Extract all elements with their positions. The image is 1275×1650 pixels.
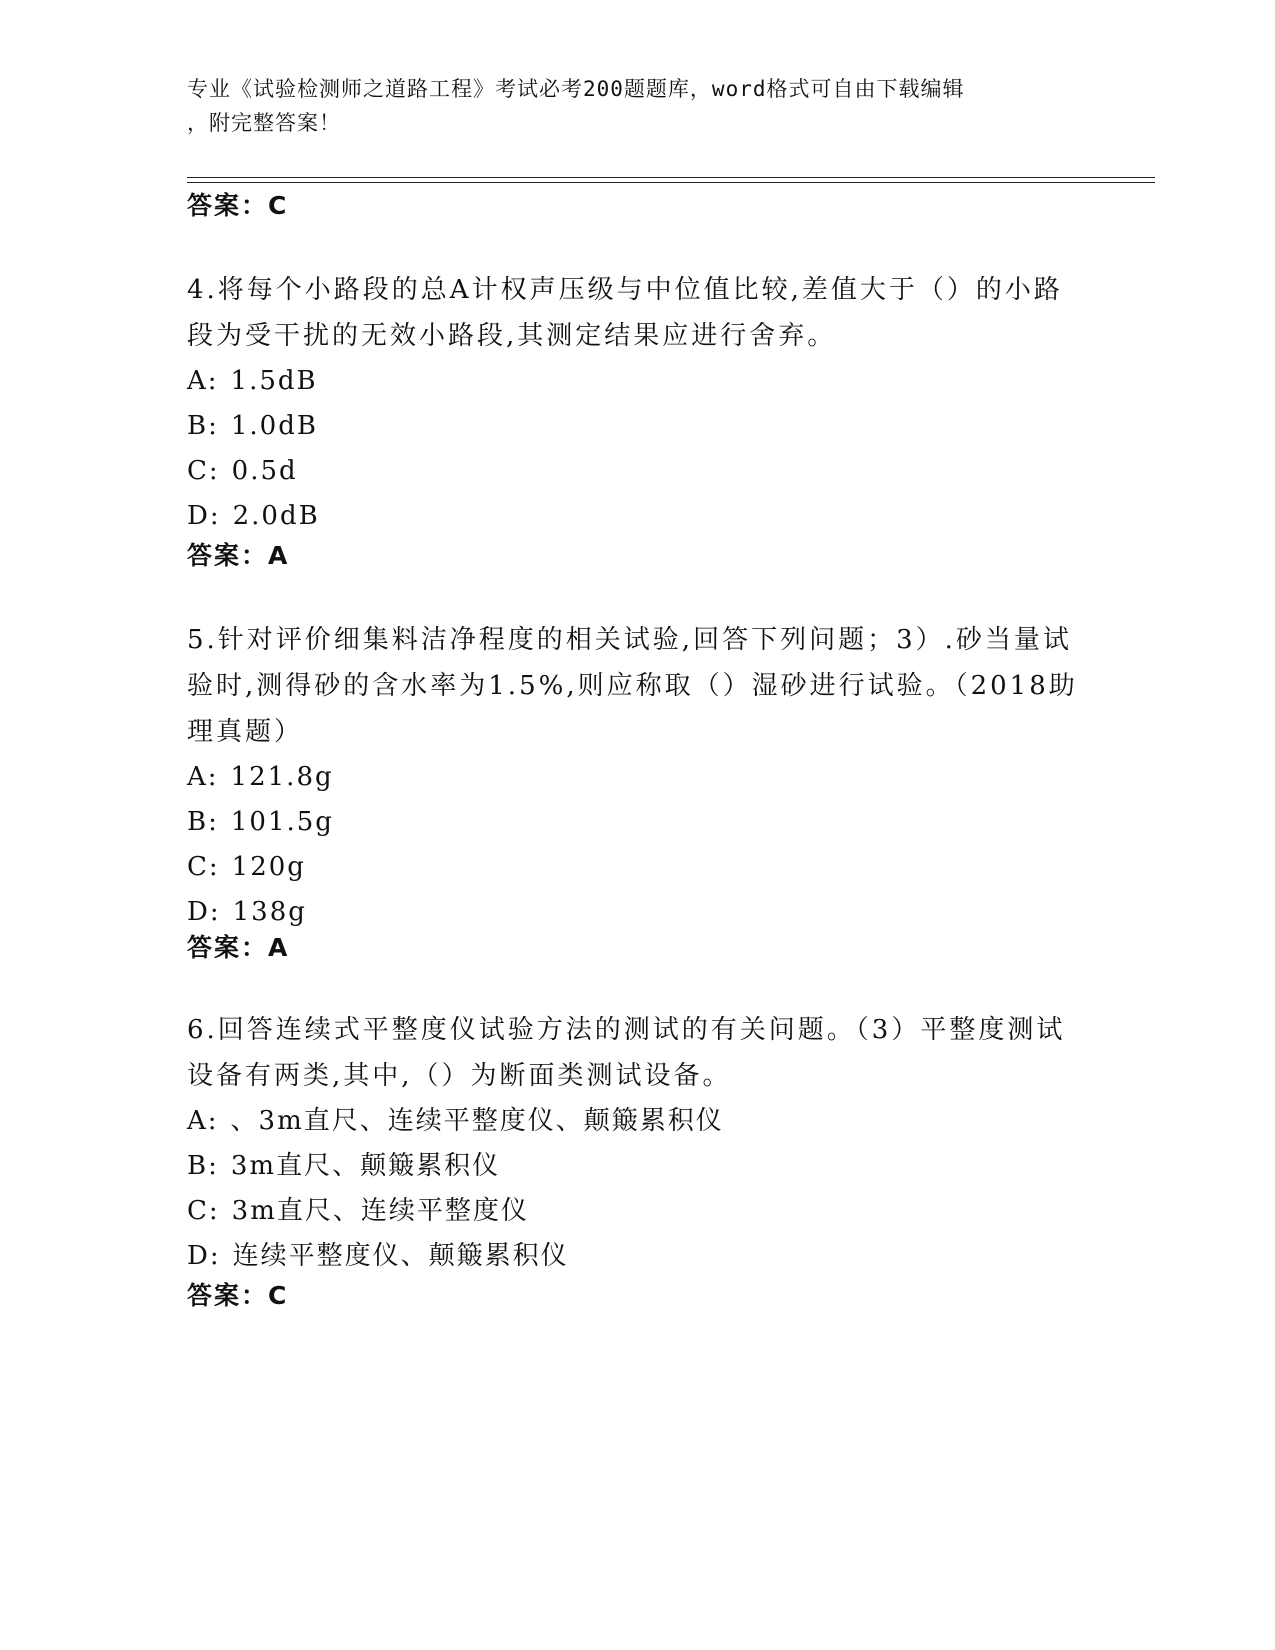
option-key: B: — [187, 411, 219, 441]
option-text: 2.0dB — [232, 501, 320, 531]
option-key: A: — [187, 762, 219, 792]
question-text — [187, 617, 1077, 755]
option-text: 连续平整度仪、颠簸累积仪 — [232, 1241, 569, 1271]
option-text: 138g — [232, 897, 307, 927]
option-b — [187, 800, 1077, 845]
option-key: B: — [187, 807, 219, 837]
option-c — [187, 1189, 1077, 1234]
option-text: 1.5dB — [230, 366, 318, 396]
header-rule-bottom — [187, 182, 1155, 183]
question-text-line: 5.针对评价细集料洁净程度的相关试验,回答下列问题；3）.砂当量试 — [187, 625, 1072, 655]
question-text-line: 6.回答连续式平整度仪试验方法的测试的有关问题。（3）平整度测试 — [187, 1015, 1066, 1045]
question-text — [187, 267, 1077, 359]
option-c — [187, 449, 1077, 494]
question-5 — [187, 617, 1077, 935]
question-6 — [187, 1007, 1077, 1279]
option-key: B: — [187, 1151, 219, 1181]
option-key: A: — [187, 1106, 219, 1136]
option-list — [187, 755, 1077, 935]
option-text: 3m直尺、颠簸累积仪 — [230, 1151, 501, 1181]
header-rule-top — [187, 177, 1155, 178]
document-header — [187, 72, 1067, 140]
option-c — [187, 845, 1077, 890]
option-key: D: — [187, 1241, 221, 1271]
header-line-1: 专业《试验检测师之道路工程》考试必考200题题库，word格式可自由下载编辑 — [187, 77, 965, 101]
option-b — [187, 404, 1077, 449]
option-a — [187, 755, 1077, 800]
option-key: A: — [187, 366, 219, 396]
option-key: D: — [187, 897, 221, 927]
option-d — [187, 1234, 1077, 1279]
option-text: 120g — [231, 852, 306, 882]
option-text: 3m直尺、连续平整度仪 — [231, 1196, 529, 1226]
answer-5: 答案：A — [187, 933, 290, 962]
option-d — [187, 494, 1077, 539]
option-list — [187, 1099, 1077, 1279]
option-text: 、3m直尺、连续平整度仪、颠簸累积仪 — [230, 1106, 724, 1136]
option-text: 101.5g — [230, 807, 334, 837]
option-key: C: — [187, 852, 220, 882]
question-text-line: 4.将每个小路段的总A计权声压级与中位值比较,差值大于（）的小路 — [187, 275, 1063, 305]
question-4 — [187, 267, 1077, 539]
option-text: 0.5d — [231, 456, 298, 486]
question-text-line: 理真题） — [187, 717, 304, 747]
option-list — [187, 359, 1077, 539]
question-text — [187, 1007, 1077, 1099]
option-text: 121.8g — [230, 762, 334, 792]
option-b — [187, 1144, 1077, 1189]
question-text-line: 段为受干扰的无效小路段,其测定结果应进行舍弃。 — [187, 321, 837, 351]
option-a — [187, 1099, 1077, 1144]
option-key: D: — [187, 501, 221, 531]
question-text-line: 设备有两类,其中,（）为断面类测试设备。 — [187, 1061, 732, 1091]
option-text: 1.0dB — [230, 411, 318, 441]
header-line-2: ，附完整答案！ — [187, 111, 341, 135]
answer-previous: 答案：C — [187, 191, 289, 220]
option-d — [187, 890, 1077, 935]
option-a — [187, 359, 1077, 404]
answer-4: 答案：A — [187, 541, 290, 570]
option-key: C: — [187, 456, 220, 486]
question-text-line: 验时,测得砂的含水率为1.5%,则应称取（）湿砂进行试验。（2018助 — [187, 671, 1078, 701]
answer-6: 答案：C — [187, 1281, 289, 1310]
option-key: C: — [187, 1196, 220, 1226]
